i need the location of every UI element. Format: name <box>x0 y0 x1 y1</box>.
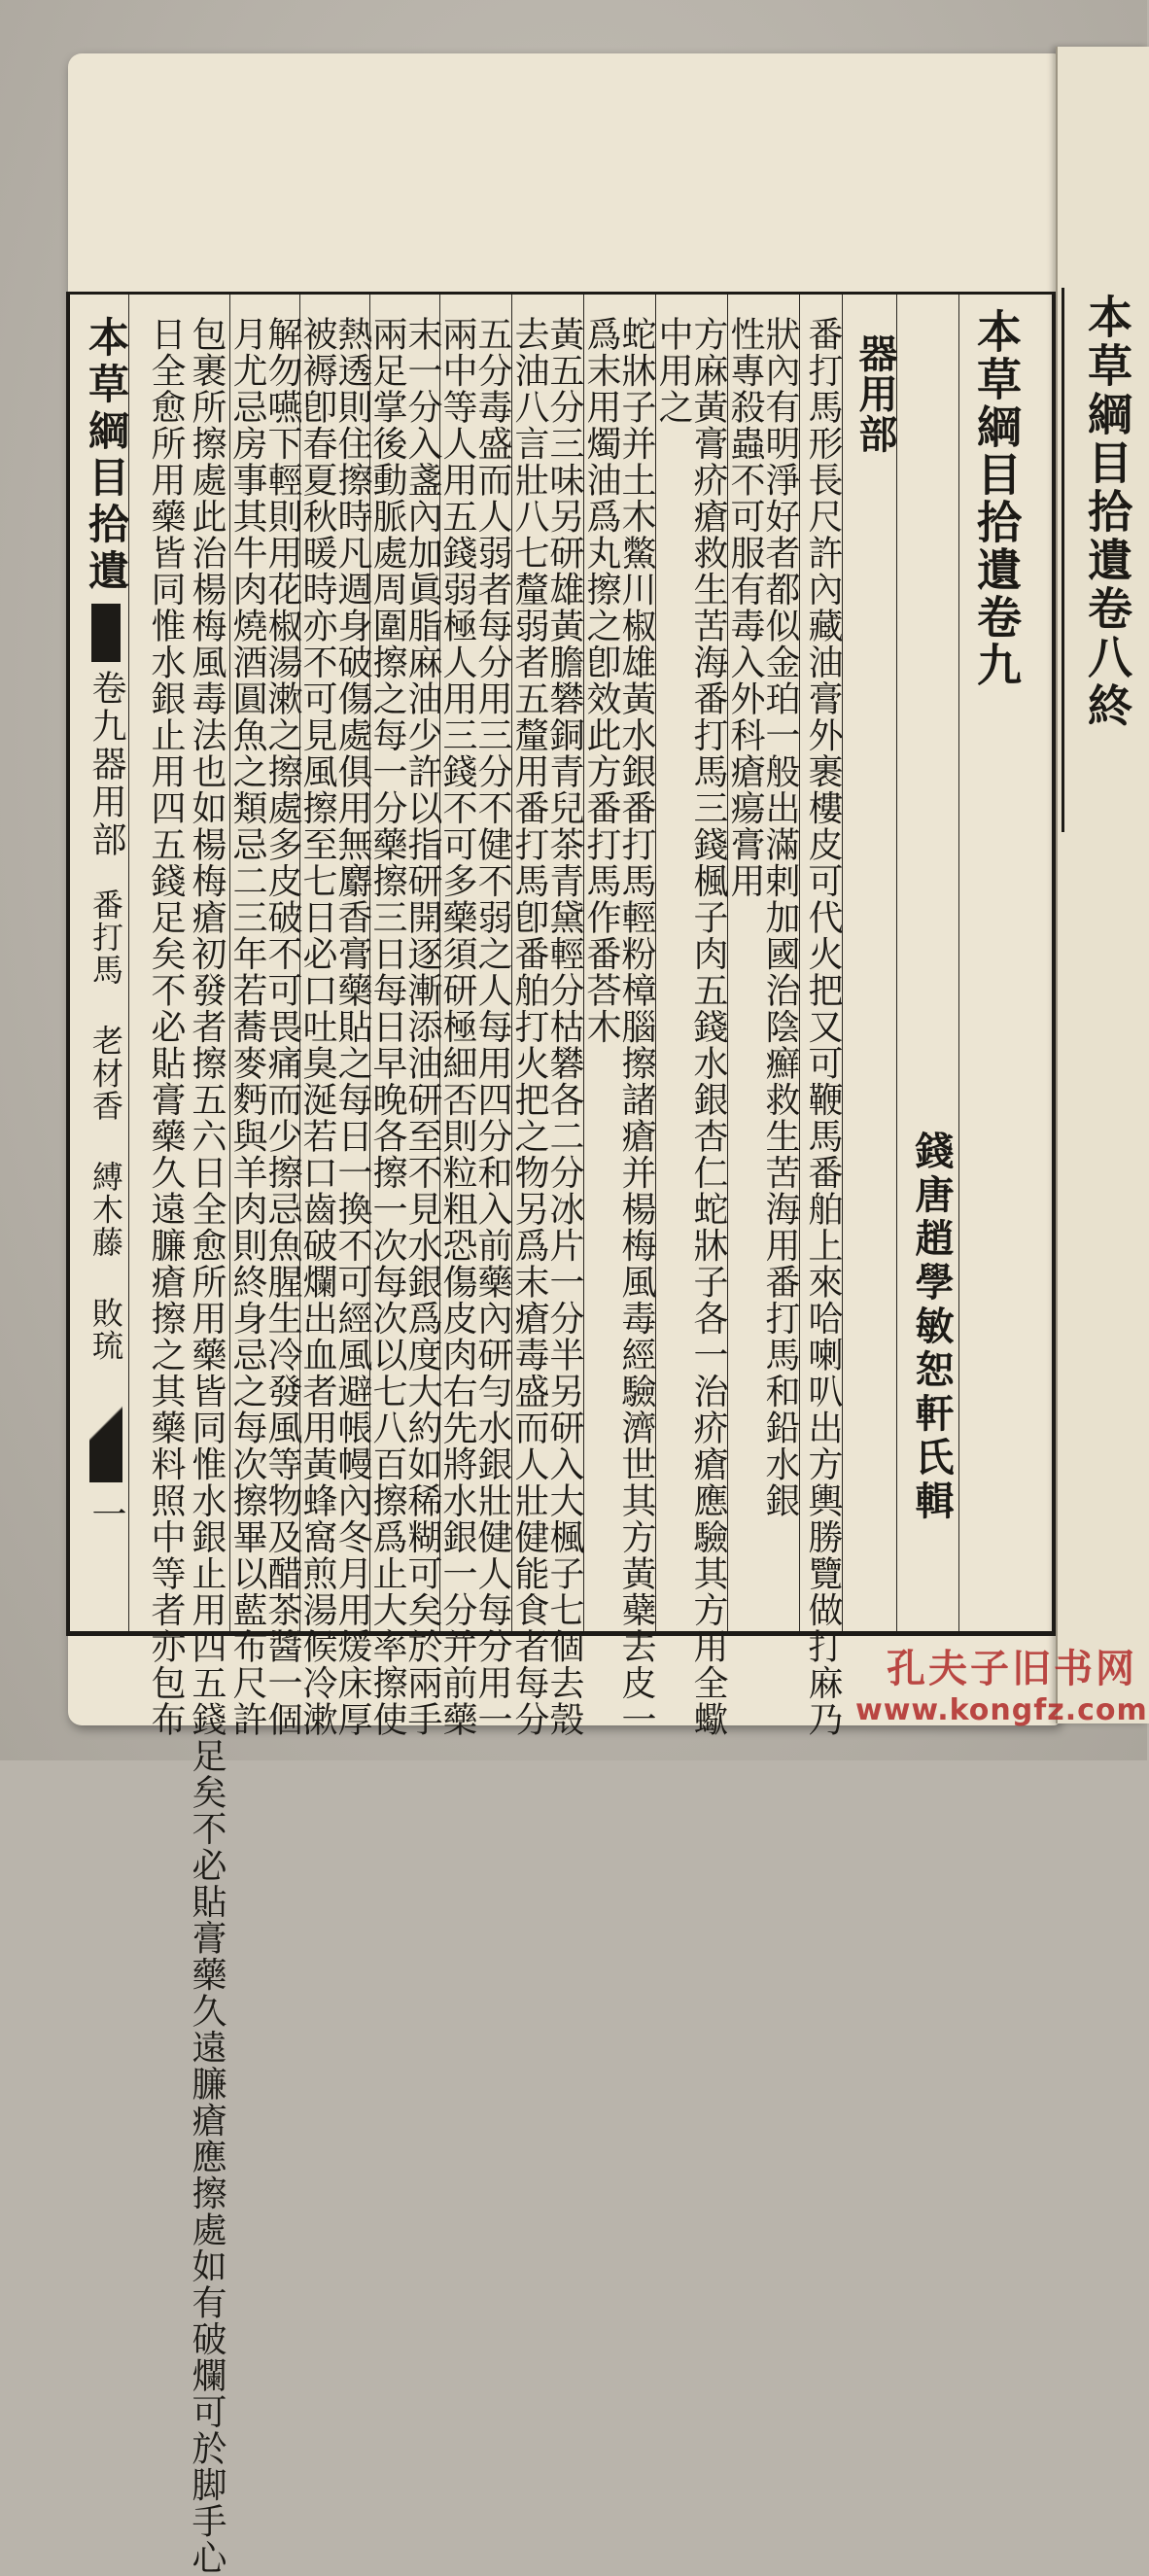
author-credit: 錢唐趙學敏恕軒氏輯 <box>909 1131 955 1524</box>
text-column: 五分毒盛而人弱者每分用三分不健不弱之人每用四分和入前藥內研勻水銀壯健人每分用一 <box>472 316 512 1738</box>
fishtail-lower-mark <box>89 1375 122 1482</box>
section-heading: 器用部 <box>853 333 898 455</box>
page-number: 一 <box>87 1496 126 1533</box>
text-column: 兩足掌後動脈處周圍擦之每一分藥擦三日每日早晚各擦一次每次以七八百擦爲止大率擦使 <box>367 316 407 1738</box>
previous-volume-end-title: 本草綱目拾遺卷八終 <box>1062 288 1139 832</box>
entry-column <box>799 295 843 1738</box>
text-column: 兩中等人用五錢弱極人用三錢不可多藥須研極細否則粒粗恐傷皮肉右先將水銀一分并前藥 <box>437 316 477 1738</box>
text-column: 狀內有明淨好者都似金珀一般出滿剌加國治陰癬救生苦海用番打馬和鉛水銀 <box>760 316 800 1519</box>
text-column: 解勿嚥下輕則用花椒湯漱之擦處多皮破不可畏痛而少擦忌魚腥生冷發風等物及醋茶醬一個 <box>262 316 302 1738</box>
text-column: 方麻黃膏疥瘡救生苦海番打馬三錢楓子肉五錢水銀杏仁蛇牀子各一治疥瘡應驗其方用全蠍 <box>688 316 728 1738</box>
author-column <box>898 295 955 1631</box>
volume-title: 本草綱目拾遺卷九 <box>970 308 1023 689</box>
margin-volume: 卷九器用部 <box>87 670 126 859</box>
column-rule <box>896 295 897 1631</box>
text-column: 熱透則住擦時凡週身破傷處俱用無麝香膏藥貼之每日一換不可經風避帳幔內冬月用煖床厚 <box>332 316 372 1738</box>
text-column: 末一分入盞內加眞脂麻油少許以指研開逐漸添油研至不見水銀爲度大約如稀糊可矣於兩手 <box>402 316 442 1738</box>
text-column: 包裹所擦處此治楊梅風毒法也如楊梅瘡初發者擦五六日全愈所用藥皆同惟水銀止用四五錢足矣不必貼膏藥久遠臁瘡應擦處如有破爛可於脚手心 <box>187 316 226 2576</box>
watermark-brand: 孔夫子旧书网 <box>887 1647 1137 1691</box>
watermark <box>855 1638 1148 1745</box>
entry-text: 番打馬形長尺許內藏油膏外裹樓皮可代火把又可鞭馬番舶上來哈喇叭出方輿勝覽做打麻乃 <box>803 316 843 1738</box>
text-column: 中用之 <box>653 316 693 426</box>
column-rule <box>128 295 129 1631</box>
margin-entries: 番打馬 老材香 縛木藤 敗琉 <box>87 888 124 1362</box>
margin-column <box>70 295 130 1631</box>
margin-title: 本草綱目拾遺 <box>83 316 130 596</box>
text-column: 黃五分三味另研雄黃膽礬銅青兒茶青黛輕分枯礬各二分冰片一分半另研入大楓子七個去殼 <box>544 316 584 1738</box>
text-column: 日全愈所用藥皆同惟水銀止用四五錢足矣不必貼膏藥久遠臁瘡擦之其藥料照中等者亦包布 <box>146 316 186 1738</box>
fishtail-mark <box>91 604 121 662</box>
text-column: 去油八言壯八七釐弱者五釐用番打馬卽番舶打火把之物另爲末瘡毒盛而人壯健能食者每分 <box>509 316 549 1738</box>
text-column: 蛇牀子并土木鱉川椒雄黃水銀番打馬輕粉樟腦擦諸瘡并楊梅風毒經驗濟世其方黃蘗去皮一 <box>616 316 656 1738</box>
text-column: 性專殺蟲不可服有毒入外科瘡瘍膏用 <box>725 316 765 899</box>
column-rule <box>842 295 843 1631</box>
section-column <box>844 295 898 1631</box>
text-column: 被褥卽春夏秋暖時亦不可見風擦至七日必口吐臭涎若口齒破爛出血者用黃蜂窩煎湯候冷漱 <box>297 316 337 1738</box>
text-column: 月尤忌房事其牛肉燒酒圓魚之類忌二三年若蕎麥麪與羊肉則終身忌之每次擦畢以藍布尺許 <box>227 316 267 1738</box>
text-column: 爲末用燭油爲丸擦之卽效此方番打馬作番荅木 <box>581 316 621 1045</box>
volume-title-column <box>960 295 1023 1631</box>
watermark-url: www.kongfz.com <box>855 1693 1148 1727</box>
column-rule <box>958 295 959 1631</box>
